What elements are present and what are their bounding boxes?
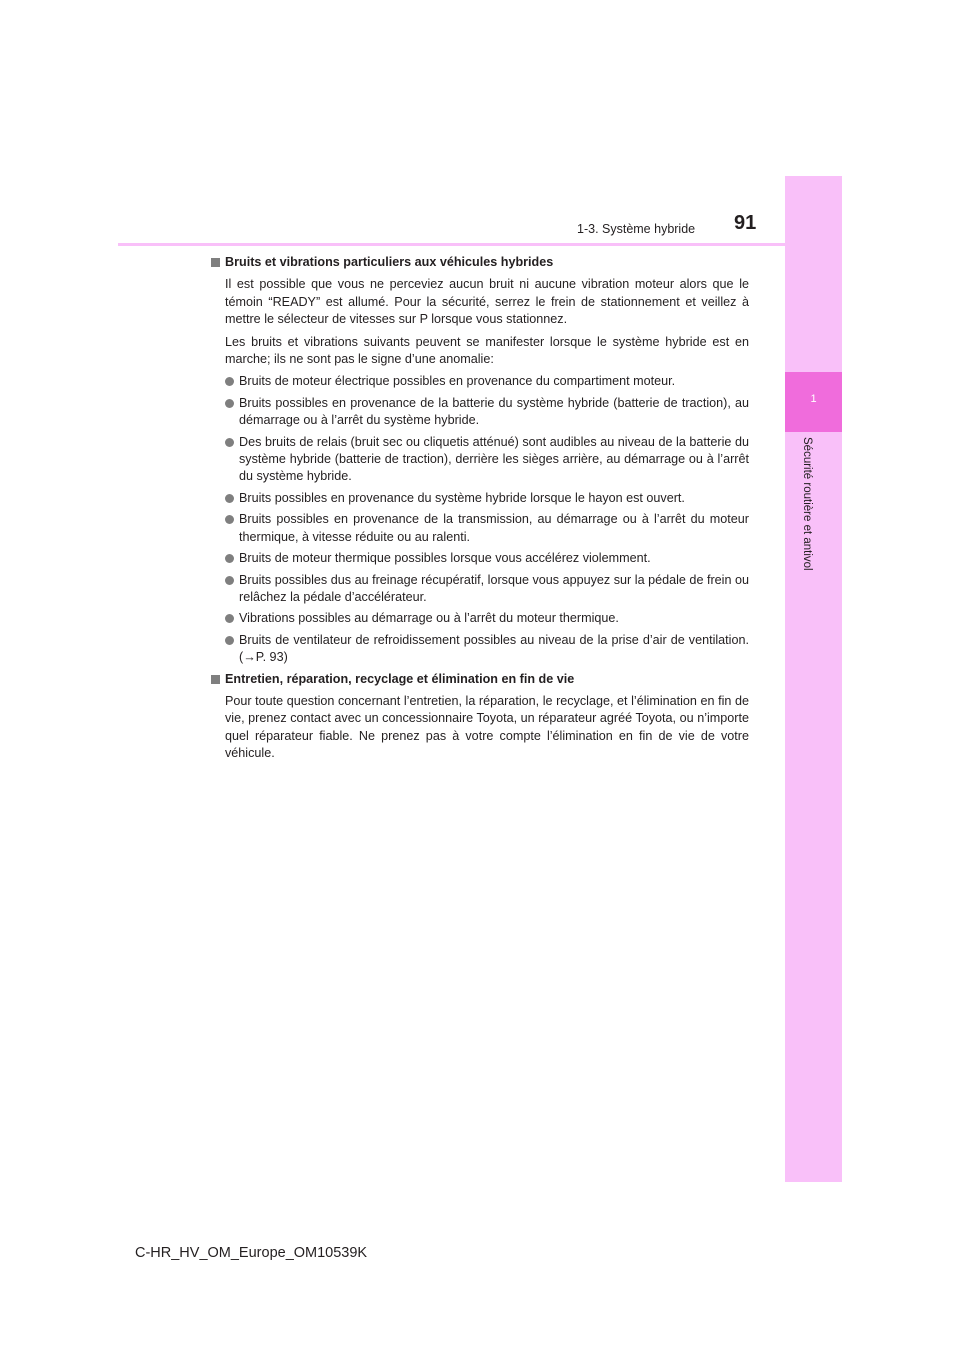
list-item xyxy=(225,490,749,507)
section-title: Entretien, réparation, recyclage et élimination en fin de vie xyxy=(225,671,575,686)
square-bullet-icon xyxy=(211,258,220,267)
chapter-side-tab xyxy=(785,176,842,1182)
section-heading xyxy=(211,254,749,271)
paragraph: Les bruits et vibrations suivants peuvent se manifester lorsque le système hybride est en marche; ils ne sont pas le signe d’une anomalie: xyxy=(225,334,749,367)
list-item-text: Bruits possibles en provenance de la batterie du système hybride (batterie de traction), au démarrage ou à l’arrêt du système hybride. xyxy=(239,395,749,428)
list-item-text: Vibrations possibles au démarrage ou à l’arrêt du moteur thermique. xyxy=(239,611,619,626)
list-item-text: Bruits possibles en provenance du système hybride lorsque le hayon est ouvert. xyxy=(239,490,685,505)
header-rule xyxy=(118,243,842,246)
list-item xyxy=(225,434,749,486)
list-item xyxy=(225,373,749,390)
chapter-number: 1 xyxy=(810,393,817,405)
section-heading xyxy=(211,671,749,688)
list-item-text: Bruits possibles dus au freinage récupératif, lorsque vous appuyez sur la pédale de frein ou relâchez la pédale d’accélérateur. xyxy=(239,572,749,604)
list-item xyxy=(225,395,749,430)
list-item xyxy=(225,632,749,667)
round-bullet-icon xyxy=(225,576,234,585)
round-bullet-icon xyxy=(225,636,234,645)
round-bullet-icon xyxy=(225,399,234,408)
page-content xyxy=(211,254,749,768)
document-id: C-HR_HV_OM_Europe_OM10539K xyxy=(135,1245,368,1261)
paragraph: Il est possible que vous ne perceviez aucun bruit ni aucune vibration moteur alors que le témoin “READY” est allumé. Pour la sécurité, serrez le frein de stationnement et veillez à mettre le sélecteur de vitesses sur P lorsque vous stationnez. xyxy=(225,277,749,327)
list-item xyxy=(225,550,749,567)
list-item xyxy=(225,610,749,627)
paragraph: Pour toute question concernant l’entretien, la réparation, le recyclage, et l’élimination en fin de vie, prenez contact avec un concessionnaire Toyota, un réparateur agréé Toyota, ou n’importe quel réparateur fiable. Ne prenez pas à votre compte l’élimination en fin de vie de votre véhicule. xyxy=(225,693,749,761)
list-item-text: Bruits possibles en provenance de la transmission, au démarrage ou à l’arrêt du moteur thermique, à vitesse réduite ou au ralenti. xyxy=(239,512,749,544)
round-bullet-icon xyxy=(225,554,234,563)
page-number: 91 xyxy=(734,212,757,234)
list-item-text: Des bruits de relais (bruit sec ou cliquetis atténué) sont audibles au niveau de la batterie du système hybride (batterie de traction), derrière les sièges arrière, au démarrage ou à l’arrêt du système hybride. xyxy=(239,434,749,484)
list-item-text: Bruits de moteur thermique possibles lorsque vous accélérez violemment. xyxy=(239,551,651,566)
list-item-text: Bruits de ventilateur de refroidissement possibles au niveau de la prise d’air de ventilation. (→P. 93) xyxy=(239,632,749,665)
section-title: Bruits et vibrations particuliers aux véhicules hybrides xyxy=(225,255,554,269)
round-bullet-icon xyxy=(225,515,234,524)
list-item xyxy=(225,511,749,546)
round-bullet-icon xyxy=(225,438,234,447)
list-item xyxy=(225,572,749,607)
round-bullet-icon xyxy=(225,494,234,503)
chapter-title-vertical: Sécurité routière et antivol xyxy=(801,437,813,571)
round-bullet-icon xyxy=(225,377,234,386)
round-bullet-icon xyxy=(225,614,234,623)
square-bullet-icon xyxy=(211,675,220,684)
list-item-text: Bruits de moteur électrique possibles en provenance du compartiment moteur. xyxy=(239,374,676,389)
section-label: 1-3. Système hybride xyxy=(577,222,696,236)
